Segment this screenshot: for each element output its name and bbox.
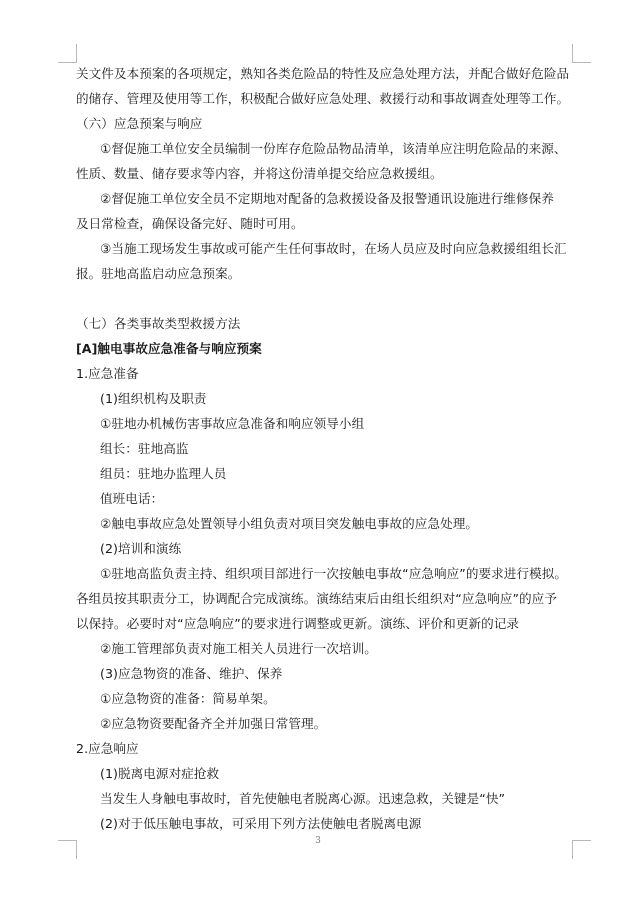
- paragraph-line: ③当施工现场发生事故或可能产生任何事故时，在场人员应及时向应急救援组组长汇: [100, 241, 567, 256]
- crop-mark-top-right: [572, 44, 591, 63]
- paragraph-line: 以保持。必要时对“应急响应”的要求进行调整或更新。演练、评价和更新的记录: [76, 616, 520, 631]
- paragraph-line: (1)脱离电源对症抢救: [100, 766, 220, 781]
- paragraph-line: 各组员按其职责分工，协调配合完成演练。演练结束后由组长组织对“应急响应”的应予: [76, 591, 557, 606]
- crop-mark-top-left: [58, 44, 77, 63]
- paragraph-line: ②施工管理部负责对施工相关人员进行一次培训。: [100, 641, 377, 656]
- paragraph-line: (3)应急物资的准备、维护、保养: [100, 666, 283, 681]
- paragraph-line: ②触电事故应急处置领导小组负责对项目突发触电事故的应急处理。: [100, 516, 479, 531]
- section-heading: （六）应急预案与响应: [76, 116, 203, 131]
- paragraph-line: ②督促施工单位安全员不定期地对配备的急救援设备及报警通讯设施进行维修保养: [100, 191, 554, 206]
- page-number: 3: [315, 836, 321, 846]
- paragraph-line: (2)培训和演练: [100, 541, 182, 556]
- paragraph-line: 性质、数量、储存要求等内容，并将这份清单提交给应急救援组。: [76, 166, 443, 181]
- paragraph-line: 的储存、管理及使用等工作，积极配合做好应急处理、救援行动和事故调查处理等工作。: [76, 91, 570, 106]
- paragraph-line: 报。驻地高监启动应急预案。: [76, 266, 241, 281]
- paragraph-line: 值班电话：: [100, 491, 164, 506]
- paragraph-line: ①应急物资的准备：简易单架。: [100, 691, 276, 706]
- paragraph-line: 关文件及本预案的各项规定，熟知各类危险品的特性及应急处理方法，并配合做好危险品: [76, 66, 570, 81]
- section-heading: （七）各类事故类型救援方法: [76, 316, 241, 331]
- paragraph-line: 及日常检查，确保设备完好、随时可用。: [76, 216, 304, 231]
- paragraph-line: ①督促施工单位安全员编制一份库存危险品物品清单，该清单应注明危险品的来源、: [100, 141, 567, 156]
- paragraph-line: 当发生人身触电事故时，首先使触电者脱离心源。迅速急救，关键是“快”: [100, 791, 506, 806]
- paragraph-line: ①驻地办机械伤害事故应急准备和响应领导小组: [100, 416, 365, 431]
- subsection-heading: [A]触电事故应急准备与响应预案: [76, 341, 262, 356]
- paragraph-line: ②应急物资要配备齐全并加强日常管理。: [100, 716, 327, 731]
- numbered-heading: 2.应急响应: [76, 741, 139, 756]
- numbered-heading: 1.应急准备: [76, 366, 139, 381]
- paragraph-line: (1)组织机构及职责: [100, 391, 207, 406]
- paragraph-line: ①驻地高监负责主持、组织项目部进行一次按触电事故“应急响应”的要求进行模拟。: [100, 566, 568, 581]
- paragraph-line: (2)对于低压触电事故，可采用下列方法使触电者脱离电源: [100, 816, 422, 831]
- paragraph-line: 组长：驻地高监: [100, 441, 189, 456]
- paragraph-line: 组员：驻地办监理人员: [100, 466, 227, 481]
